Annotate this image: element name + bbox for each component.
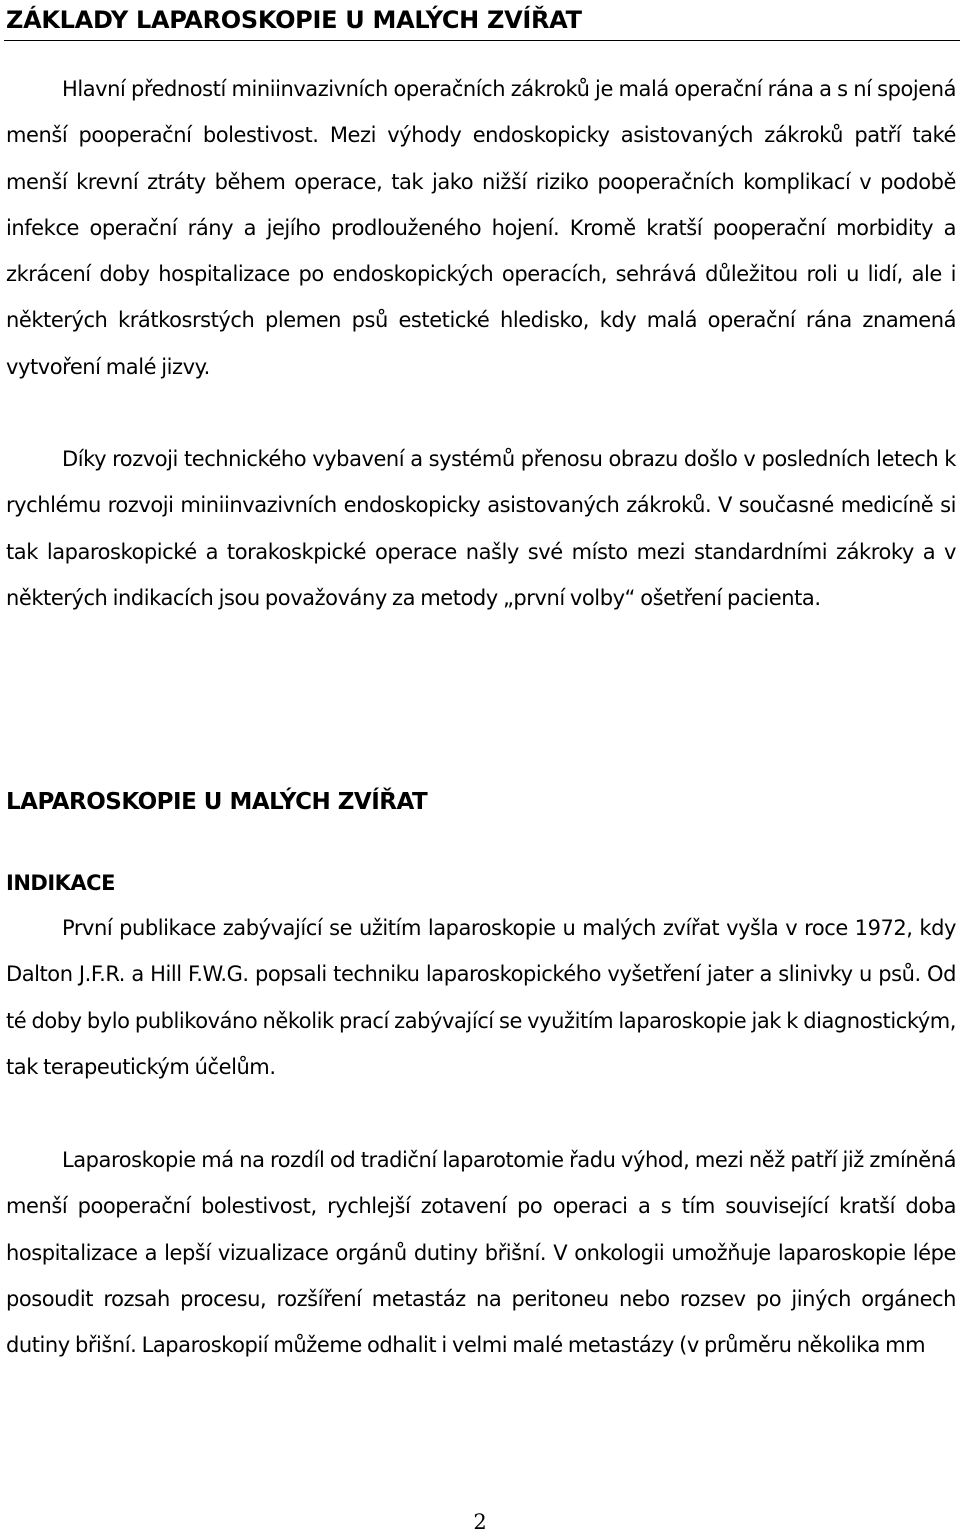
header-rule [4, 40, 960, 41]
intro-paragraph-2: Díky rozvoji technického vybavení a systémů přenosu obrazu došlo v posledních letech k rychlému rozvoji miniinvazivních endoskopicky asistovaných zákroků. V současné medicíně si tak laparoskopické a torakoskpické operace našly své místo mezi standardními zákroky a v některých indikacích jsou považovány za metody „první volby“ ošetření pacienta. [6, 447, 956, 610]
indikace-paragraph-2: Laparoskopie má na rozdíl od tradiční laparotomie řadu výhod, mezi něž patří již zmíněná menší pooperační bolestivost, rychlejší zotavení po operaci a s tím související kratší doba hospitalizace a lepší vizualizace orgánů dutiny břišní. V onkologii umožňuje laparoskopie lépe posoudit rozsah procesu, rozšíření metastáz na peritoneu nebo rozsev po jiných orgánech dutiny břišní. Laparoskopií můžeme odhalit i velmi malé metastázy (v průměru několika mm [6, 1148, 956, 1358]
indikace-paragraph-1: První publikace zabývající se užitím laparoskopie u malých zvířat vyšla v roce 1972, kdy Dalton J.F.R. a Hill F.W.G. popsali techniku laparoskopického vyšetření jater a slinivky u psů. Od té doby bylo publikováno několik prací zabývající se využitím laparoskopie jak k diagnostickým, tak terapeutickým účelům. [6, 916, 956, 1079]
section-heading: LAPAROSKOPIE U MALÝCH ZVÍŘAT [6, 789, 428, 815]
page-number: 2 [473, 1510, 487, 1534]
intro-paragraph-1: Hlavní předností miniinvazivních operačních zákroků je malá operační rána a s ní spojená menší pooperační bolestivost. Mezi výhody endoskopicky asistovaných zákroků patří také menší krevní ztráty během operace, tak jako nižší riziko pooperačních komplikací v podobě infekce operační rány a jejího prodlouženého hojení. Kromě kratší pooperační morbidity a zkrácení doby hospitalizace po endoskopických operacích, sehrává důležitou roli u lidí, ale i některých krátkosrstých plemen psů estetické hledisko, kdy malá operační rána znamená vytvoření malé jizvy. [6, 77, 956, 379]
subsection-heading: INDIKACE [6, 871, 115, 895]
header-title: ZÁKLADY LAPAROSKOPIE U MALÝCH ZVÍŘAT [6, 6, 582, 34]
